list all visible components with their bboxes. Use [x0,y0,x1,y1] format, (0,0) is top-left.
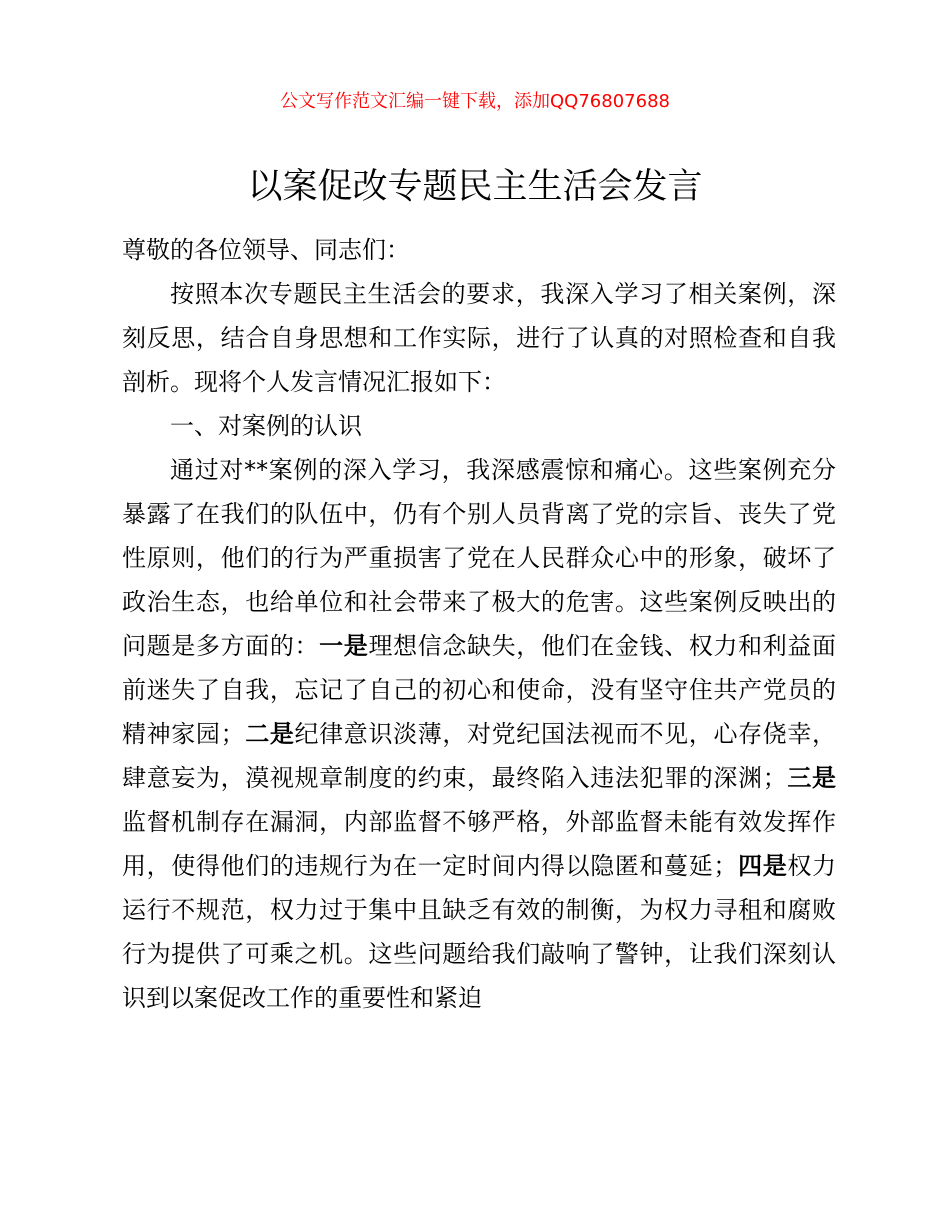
point-3-label: 三是 [786,764,837,792]
section-heading: 一、对案例的认识 [170,412,362,440]
intro-paragraph: 按照本次专题民主生活会的要求，我深入学习了相关案例，深刻反思，结合自身思想和工作实际，进行了认真的对照检查和自我剖析。现将个人发言情况汇报如下： [122,280,836,396]
point-2-label: 二是 [244,720,295,748]
case-analysis-paragraph [122,448,836,1020]
salutation: 尊敬的各位领导、同志们： [122,236,410,264]
para-lead: 通过对**案例的深入学习，我深感震惊和痛心。这些案例充分暴露了在我们的队伍中，仍有个别人员背离了党的宗旨、丧失了党性原则，他们的行为严重损害了党在人民群众心中的形象，破坏了政治生态，也给单位和社会带来了极大的危害。这些案例反映出的问题是多方面的： [122,456,836,660]
point-2-text: 纪律意识淡薄，对党纪国法视而不见，心存侥幸，肆意妄为，漠视规章制度的约束，最终陷入违法犯罪的深渊； [122,720,837,792]
download-banner: 公文写作范文汇编一键下载，添加QQ76807688 [280,91,670,112]
point-3-text: 监督机制存在漏洞，内部监督不够严格，外部监督未能有效发挥作用，使得他们的违规行为在一定时间内得以隐匿和蔓延； [122,808,836,880]
point-1-label: 一是 [319,632,369,660]
document-title: 以案促改专题民主生活会发言 [247,167,703,207]
document-body [122,228,836,1020]
point-1-text: 理想信念缺失，他们在金钱、权力和利益面前迷失了自我，忘记了自己的初心和使命，没有坚守住共产党员的精神家园； [122,632,837,748]
point-4-text: 权力运行不规范，权力过于集中且缺乏有效的制衡，为权力寻租和腐败行为提供了可乘之机。这些问题给我们敲响了警钟，让我们深刻认识到以案促改工作的重要性和紧迫 [122,852,837,1012]
point-4-label: 四是 [737,852,788,880]
